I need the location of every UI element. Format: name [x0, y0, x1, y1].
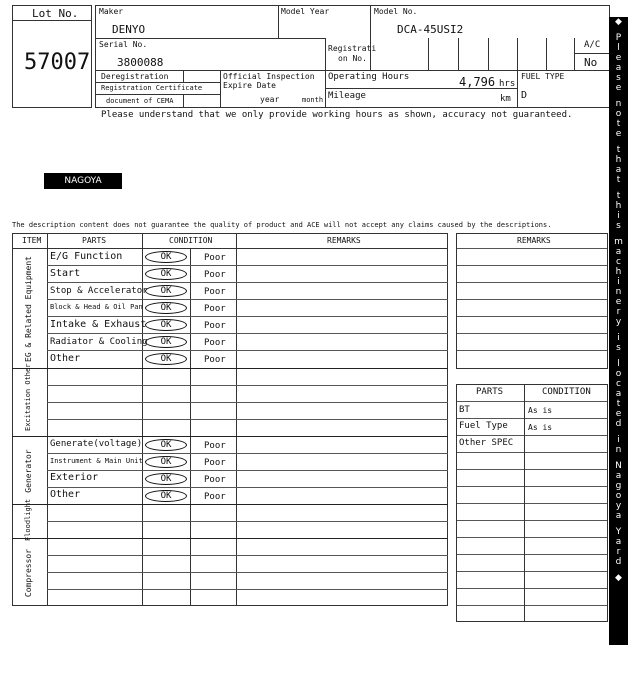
- sidebar-glyph: a: [615, 389, 622, 399]
- description-disclaimer: The description content does not guarantee the quality of product and ACE will not accept any claims caused by the descriptions.: [12, 221, 552, 229]
- operating-hours-value: 4,796: [459, 75, 496, 89]
- location-notice-sidebar: [609, 17, 628, 645]
- maker-value: DENYO: [112, 23, 146, 36]
- mileage-label: Mileage: [328, 91, 366, 101]
- sidebar-glyph: y: [615, 501, 622, 511]
- poor-option: Poor: [204, 355, 226, 365]
- poor-option: Poor: [204, 492, 226, 502]
- sidebar-glyph: r: [616, 307, 621, 317]
- right-parts-label: PARTS: [476, 387, 504, 397]
- poor-option: Poor: [204, 338, 226, 348]
- ok-mark: OK: [145, 251, 187, 263]
- spec-bt-condition: As is: [528, 406, 553, 415]
- table-row: [47, 470, 448, 471]
- table-row: [47, 589, 448, 590]
- spec-other: Other SPEC: [459, 438, 514, 448]
- poor-option: Poor: [204, 287, 226, 297]
- part-block-head-oil-pan: Block & Head & Oil Pan: [50, 303, 143, 311]
- sidebar-glyph: g: [615, 481, 622, 491]
- right-condition-label: CONDITION: [542, 387, 591, 397]
- table-row: [47, 350, 448, 351]
- sidebar-glyph: n: [615, 287, 622, 297]
- table-row: [47, 299, 448, 300]
- sidebar-glyph: c: [616, 379, 621, 389]
- model-no-label: Model No.: [374, 7, 418, 16]
- registration-label: Registrati: [328, 44, 377, 53]
- sidebar-glyph: ◆: [615, 17, 622, 27]
- sidebar-glyph: e: [615, 297, 622, 307]
- sidebar-glyph: e: [615, 83, 622, 93]
- month-label: month: [302, 96, 324, 104]
- poor-option: Poor: [204, 253, 226, 263]
- ok-mark: OK: [145, 473, 187, 485]
- spec-fuel-type: Fuel Type: [459, 421, 508, 431]
- part-intake-exhaust: Intake & Exhaust: [50, 319, 147, 330]
- part-start: Start: [50, 268, 81, 279]
- sidebar-glyph: n: [615, 445, 622, 455]
- hours-disclaimer: Please understand that we only provide working hours as shown, accuracy not guaranteed.: [101, 110, 573, 120]
- table-row: [47, 572, 448, 573]
- sidebar-glyph: o: [615, 369, 622, 379]
- maker-label: Maker: [99, 7, 124, 16]
- sidebar-glyph: i: [617, 277, 620, 287]
- ok-mark: OK: [145, 285, 187, 297]
- ok-mark: OK: [145, 490, 187, 502]
- sidebar-glyph: r: [616, 547, 621, 557]
- col-parts: PARTS: [82, 236, 107, 245]
- lot-label: Lot No.: [32, 7, 79, 20]
- sidebar-glyph: i: [617, 211, 620, 221]
- year-label: year: [260, 95, 280, 104]
- group-label-floodlight: Floodlight: [24, 498, 32, 541]
- model-year-label: Model Year: [281, 7, 330, 16]
- sidebar-glyph: o: [615, 491, 622, 501]
- group-label-generator: Generator: [24, 449, 33, 493]
- sidebar-glyph: a: [615, 247, 622, 257]
- sidebar-glyph: s: [616, 343, 621, 353]
- sidebar-glyph: s: [616, 221, 621, 231]
- table-row: [47, 487, 448, 488]
- sidebar-glyph: a: [615, 537, 622, 547]
- sidebar-glyph: h: [615, 201, 622, 211]
- serial-value: 3800088: [117, 56, 164, 69]
- sidebar-glyph: t: [616, 175, 621, 185]
- sidebar-glyph: a: [615, 471, 622, 481]
- table-row: [47, 265, 448, 266]
- table-row: [47, 385, 448, 386]
- sidebar-glyph: h: [615, 267, 622, 277]
- km-unit: km: [500, 94, 511, 104]
- group-label-eg: EG & Related Equipment: [24, 256, 33, 362]
- sidebar-glyph: a: [615, 165, 622, 175]
- table-row: [47, 419, 448, 420]
- fuel-type-value: D: [521, 90, 528, 101]
- sidebar-glyph: t: [616, 399, 621, 409]
- spec-fuel-condition: As is: [528, 423, 553, 432]
- sidebar-glyph: e: [615, 53, 622, 63]
- lot-number: 57007: [24, 50, 91, 75]
- sidebar-glyph: P: [615, 33, 622, 43]
- poor-option: Poor: [204, 270, 226, 280]
- poor-option: Poor: [204, 321, 226, 331]
- sidebar-glyph: e: [615, 409, 622, 419]
- ok-mark: OK: [145, 302, 187, 314]
- col-condition: CONDITION: [169, 236, 213, 245]
- part-generator-other: Other: [50, 489, 81, 500]
- ac-label: A/C: [584, 40, 601, 50]
- official-inspection-label: Official Inspection: [223, 72, 315, 81]
- ok-mark: OK: [145, 353, 187, 365]
- ok-mark: OK: [145, 336, 187, 348]
- sidebar-glyph: Y: [615, 527, 622, 537]
- part-radiator-cooling: Radiator & Cooling: [50, 337, 148, 347]
- model-no-value: DCA-45USI2: [397, 23, 464, 36]
- part-exterior: Exterior: [50, 472, 99, 483]
- deregistration-label: Deregistration: [101, 72, 169, 81]
- group-label-compressor: Compressor: [24, 548, 33, 598]
- right-remarks-box: [456, 233, 608, 369]
- sidebar-glyph: ◆: [615, 573, 622, 583]
- col-item: ITEM: [22, 236, 42, 245]
- ok-mark: OK: [145, 319, 187, 331]
- table-row: [47, 453, 448, 454]
- registration-label-2: on No.: [338, 54, 367, 63]
- document-cema-label: document of CEMA: [106, 97, 174, 105]
- sidebar-glyph: t: [616, 119, 621, 129]
- ok-mark: OK: [145, 439, 187, 451]
- sidebar-glyph: t: [616, 191, 621, 201]
- right-remarks-label: REMARKS: [517, 236, 551, 245]
- sidebar-glyph: s: [616, 73, 621, 83]
- location-badge: NAGOYA: [44, 173, 122, 189]
- group-label-excitation: Excitation Other: [24, 363, 32, 431]
- operating-hours-label: Operating Hours: [328, 72, 410, 82]
- part-stop-accelerator: Stop & Accelerator: [50, 286, 148, 296]
- sidebar-glyph: a: [615, 63, 622, 73]
- fuel-type-label: FUEL TYPE: [521, 72, 565, 81]
- sidebar-glyph: i: [617, 435, 620, 445]
- poor-option: Poor: [204, 458, 226, 468]
- table-row: [47, 521, 448, 522]
- table-row: [47, 555, 448, 556]
- part-generate-voltage: Generate(voltage): [50, 439, 143, 449]
- sidebar-glyph: c: [616, 257, 621, 267]
- ac-value: No: [584, 56, 598, 69]
- sidebar-glyph: y: [615, 317, 622, 327]
- sidebar-glyph: d: [615, 419, 622, 429]
- sidebar-glyph: N: [615, 461, 622, 471]
- part-instrument-main-unit: Instrument & Main Unit: [50, 457, 143, 465]
- sidebar-glyph: o: [615, 109, 622, 119]
- spec-bt: BT: [459, 405, 470, 415]
- registration-certificate-label: Registration Certificate: [101, 84, 203, 92]
- part-other: Other: [50, 353, 81, 364]
- right-spec-box: [456, 384, 608, 622]
- expire-date-label: Expire Date: [223, 81, 276, 90]
- sidebar-glyph: h: [615, 155, 622, 165]
- sidebar-glyph: t: [616, 145, 621, 155]
- hrs-unit: hrs: [499, 79, 516, 89]
- poor-option: Poor: [204, 441, 226, 451]
- sidebar-glyph: i: [617, 333, 620, 343]
- part-eg-function: E/G Function: [50, 251, 123, 262]
- serial-label: Serial No.: [99, 40, 148, 49]
- sidebar-glyph: l: [617, 43, 620, 53]
- col-remarks: REMARKS: [327, 236, 361, 245]
- table-row: [47, 402, 448, 403]
- poor-option: Poor: [204, 304, 226, 314]
- ok-mark: OK: [145, 456, 187, 468]
- sidebar-glyph: m: [614, 237, 623, 247]
- poor-option: Poor: [204, 475, 226, 485]
- table-row: [47, 316, 448, 317]
- ok-mark: OK: [145, 268, 187, 280]
- sidebar-glyph: d: [615, 557, 622, 567]
- table-row: [47, 333, 448, 334]
- sidebar-glyph: n: [615, 99, 622, 109]
- table-row: [47, 282, 448, 283]
- sidebar-glyph: a: [615, 511, 622, 521]
- sidebar-glyph: e: [615, 129, 622, 139]
- sidebar-glyph: l: [617, 359, 620, 369]
